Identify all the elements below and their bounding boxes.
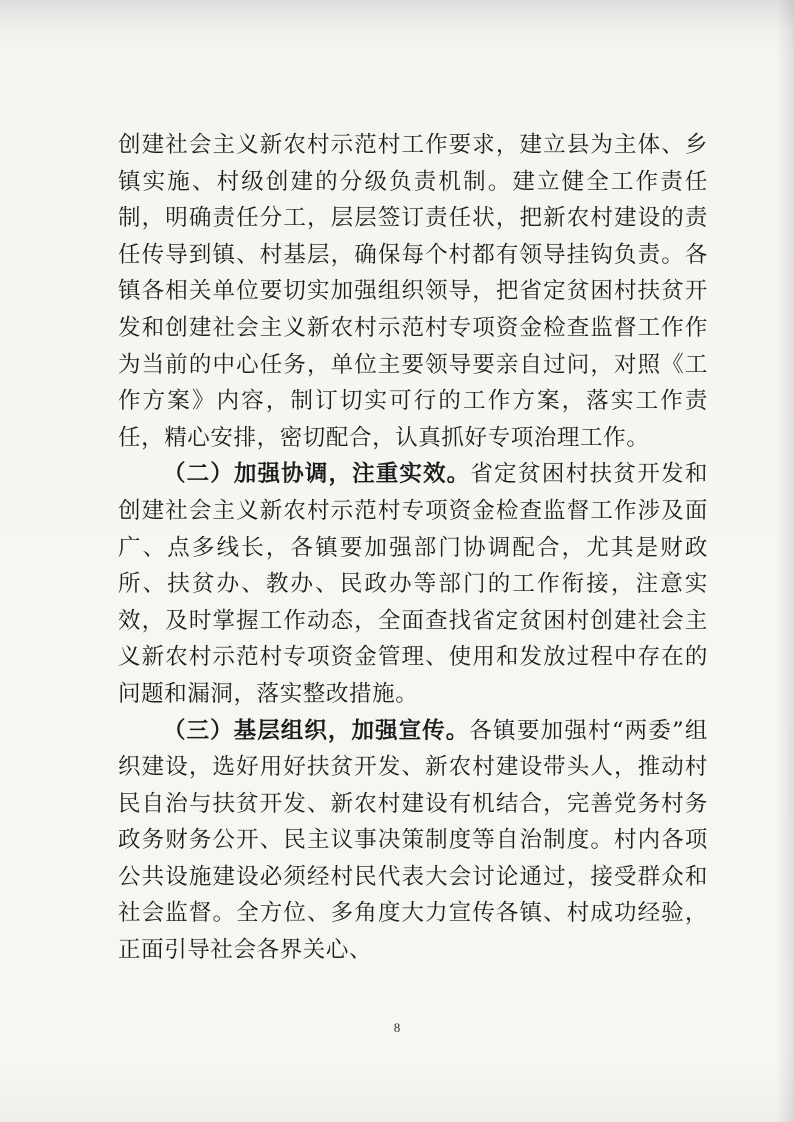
paragraph-continuation: 创建社会主义新农村示范村工作要求，建立县为主体、乡镇实施、村级创建的分级负责机制。建立健全工作责任制，明确责任分工，层层签订责任状，把新农村建设的责任传导到镇、村基层，确保每个村都有领导挂钩负责。各镇各相关单位要切实加强组织领导，把省定贫困村扶贫开发和创建社会主义新农村示范村专项资金检查监督工作作为当前的中心任务，单位主要领导要亲自过问，对照《工作方案》内容，制订切实可行的工作方案，落实工作责任，精心安排，密切配合，认真抓好专项治理工作。 <box>118 132 708 451</box>
section-2-paragraph <box>118 456 708 712</box>
section-2-heading: （二）加强协调，注重实效。 <box>163 461 471 488</box>
document-body <box>118 127 708 969</box>
scan-shadow-right <box>776 0 794 1122</box>
section-3-body: 各镇要加强村“两委”组织建设，选好用好扶贫开发、新农村建设带头人，推动村民自治与扶贫开发、新农村建设有机结合，完善党务村务政务财务公开、民主议事决策制度等自治制度。村内各项公共设施建设必须经村民代表大会讨论通过，接受群众和社会监督。全方位、多角度大力宣传各镇、村成功经验，正面引导社会各界关心、 <box>118 717 709 964</box>
scan-shadow-top <box>0 0 794 30</box>
section-2-body: 省定贫困村扶贫开发和创建社会主义新农村示范村专项资金检查监督工作涉及面广、点多线长，各镇要加强部门协调配合，尤其是财政所、扶贫办、教办、民政办等部门的工作衔接，注意实效，及时掌握工作动态，全面查找省定贫困村创建社会主义新农村示范村专项资金管理、使用和发放过程中存在的问题和漏洞，落实整改措施。 <box>118 461 708 707</box>
page-number: 8 <box>393 1020 401 1035</box>
section-3-paragraph <box>118 713 708 969</box>
section-3-heading: （三）基层组织，加强宣传。 <box>163 717 470 744</box>
